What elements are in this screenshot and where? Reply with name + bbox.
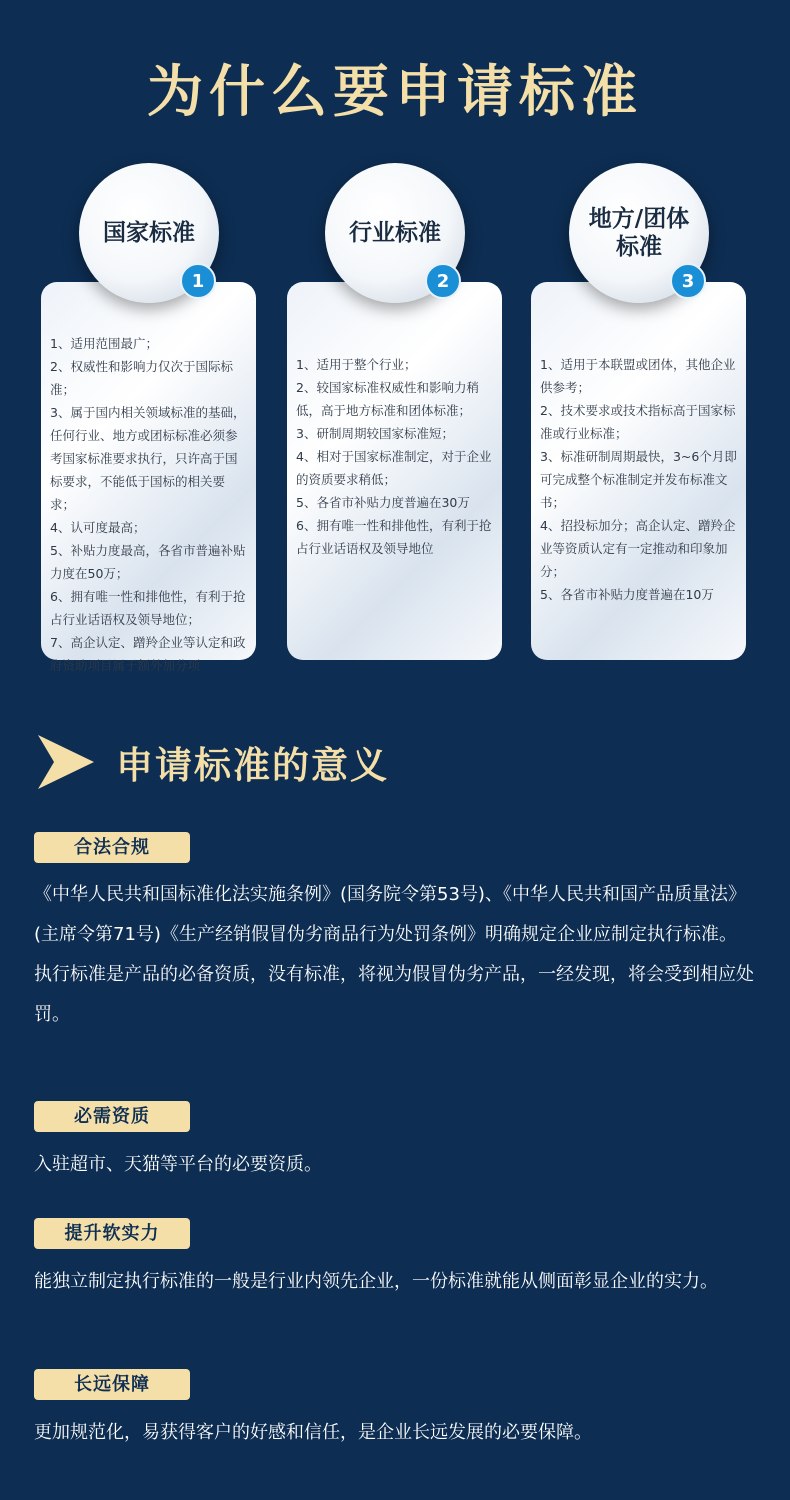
card-national-standard	[41, 282, 256, 673]
circle-label-national: 国家标准	[103, 220, 195, 246]
card-local-group-text: 1、适用于本联盟或团体，其他企业供参考； 2、技术要求或技术指标高于国家标准或行业标准； 3、标准研制周期最快，3~6个月即可完成整个标准制定并发布标准文书； 4、招投标加分；高企认定、蹭羚企业等资质认定有一定推动和印象加分； 5、各省市补贴力度普遍在10万	[540, 357, 737, 602]
page-title: 为什么要申请标准	[147, 60, 643, 125]
text-soft-power: 能独立制定执行标准的一般是行业内领先企业，一份标准就能从侧面彰显企业的实力。	[34, 1271, 718, 1292]
number-badge-1: 1	[180, 263, 216, 299]
text-long-term-guarantee: 更加规范化，易获得客户的好感和信任，是企业长远发展的必要保障。	[34, 1422, 592, 1443]
text-required-qualification: 入驻超市、天猫等平台的必要资质。	[34, 1154, 322, 1175]
card-local-group-standard	[531, 282, 746, 660]
tag-soft-power: 提升软实力	[34, 1218, 190, 1249]
card-national-text: 1、适用范围最广； 2、权威性和影响力仅次于国际标准； 3、属于国内相关领域标准的基础，任何行业、地方或团标标准必须参考国家标准要求执行，只许高于国标要求，不能低于国标的相关要求； 4、认可度最高； 5、补贴力度最高，各省市普遍补贴力度在50万； 6、拥有唯一性和排他性，有利于抢占行业话语权及领导地位； 7、高企认定、蹭羚企业等认定和政府资助项目属于额外加分项	[50, 336, 246, 673]
section-title: 申请标准的意义	[116, 744, 389, 787]
card-industry-standard	[287, 282, 502, 660]
chevron-right-icon	[38, 735, 94, 789]
tag-long-term-guarantee: 长远保障	[34, 1369, 190, 1400]
text-legal-compliance: 《中华人民共和国标准化法实施条例》(国务院令第53号)、《中华人民共和国产品质量法》(主席令第71号)《生产经销假冒伪劣商品行为处罚条例》明确规定企业应制定执行标准。 执行标准是产品的必备资质，没有标准，将视为假冒伪劣产品，一经发现，将会受到相应处罚。	[34, 884, 754, 1025]
number-badge-2: 2	[425, 263, 461, 299]
card-industry-text: 1、适用于整个行业； 2、较国家标准权威性和影响力稍低，高于地方标准和团体标准； 3、研制周期较国家标准短； 4、相对于国家标准制定，对于企业的资质要求稍低； 5、各省市补贴力度普遍在30万 6、拥有唯一性和排他性，有利于抢占行业话语权及领导地位	[296, 357, 492, 556]
tag-legal-compliance: 合法合规	[34, 832, 190, 863]
number-badge-3: 3	[670, 263, 706, 299]
circle-label-industry: 行业标准	[349, 220, 441, 246]
circle-label-local-group: 地方/团体 标准	[588, 206, 690, 260]
tag-required-qualification: 必需资质	[34, 1101, 190, 1132]
